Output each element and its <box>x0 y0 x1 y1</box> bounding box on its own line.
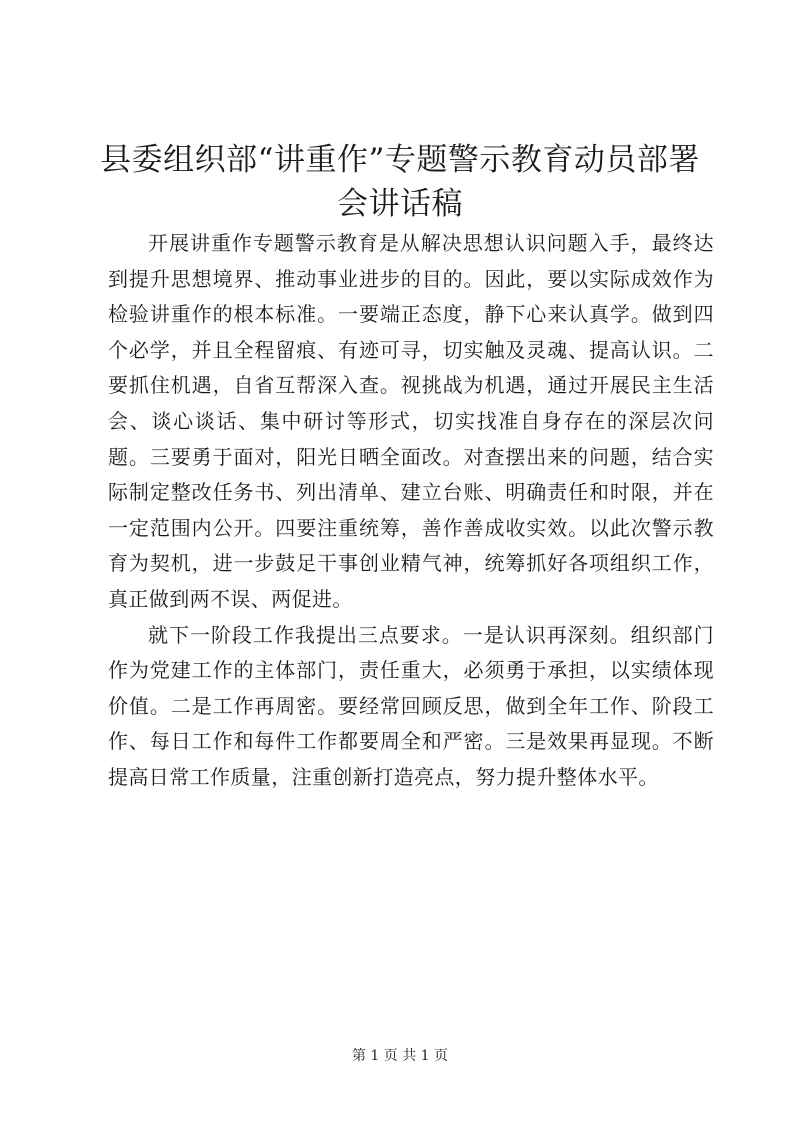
paragraph-2: 就下一阶段工作我提出三点要求。一是认识再深刻。组织部门作为党建工作的主体部门，责任重大，必须勇于承担，以实绩体现价值。二是工作再周密。要经常回顾反思，做到全年工作、阶段工作、每日工作和每件工作都要周全和严密。三是效果再显现。不断提高日常工作质量，注重创新打造亮点，努力提升整体水平。 <box>108 622 714 789</box>
paragraph-1: 开展讲重作专题警示教育是从解决思想认识问题入手，最终达到提升思想境界、推动事业进步的目的。因此，要以实际成效作为检验讲重作的根本标准。一要端正态度，静下心来认真学。做到四个必学，并且全程留痕、有迹可寻，切实触及灵魂、提高认识。二要抓住机遇，自省互帮深入查。视挑战为机遇，通过开展民主生活会、谈心谈话、集中研讨等形式，切实找准自身存在的深层次问题。三要勇于面对，阳光日晒全面改。对查摆出来的问题，结合实际制定整改任务书、列出清单、建立台账、明确责任和时限，并在一定范围内公开。四要注重统筹，善作善成收实效。以此次警示教育为契机，进一步鼓足干事创业精气神，统筹抓好各项组织工作，真正做到两不误、两促进。 <box>108 231 714 611</box>
page-footer: 第 1 页 共 1 页 <box>351 1048 449 1064</box>
title-line-2: 会讲话稿 <box>337 186 463 222</box>
document-body <box>108 226 714 796</box>
title-line-1: 县委组织部“讲重作”专题警示教育动员部署 <box>100 142 700 178</box>
document-title <box>100 138 700 226</box>
